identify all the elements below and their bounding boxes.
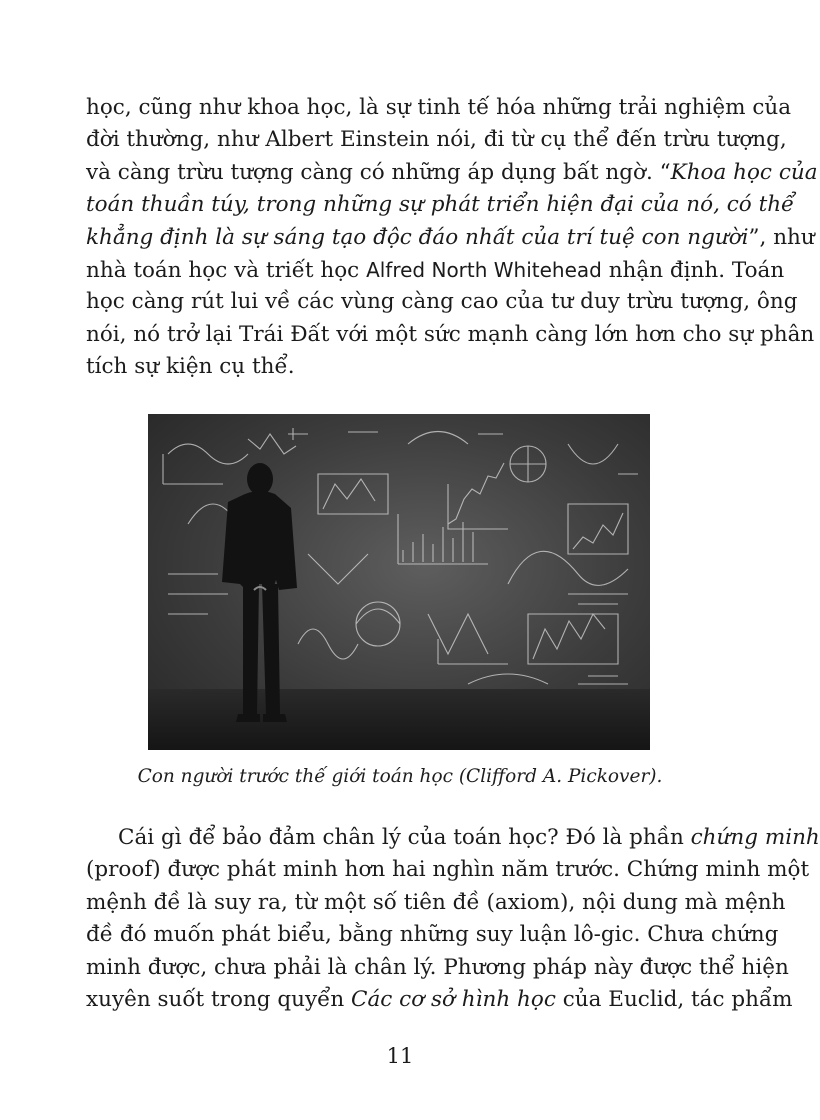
chalkboard-photo <box>148 414 650 750</box>
chalkboard-illustration <box>148 414 650 750</box>
text-line: nói, nó trở lại Trái Đất với một sức mạnh càng lớn hơn cho sự phân <box>86 321 815 347</box>
text-line: đề đó muốn phát biểu, bằng những suy luận lô-gic. Chưa chứng <box>86 922 779 948</box>
text-line: tích sự kiện cụ thể. <box>86 354 295 380</box>
page-number: 11 <box>386 1044 414 1068</box>
text-line: Cái gì để bảo đảm chân lý của toán học? Đó là phần chứng minh <box>118 825 820 850</box>
text-line: khẳng định là sự sáng tạo độc đáo nhất của trí tuệ con người”, như <box>86 224 815 250</box>
text-line: xuyên suốt trong quyển Các cơ sở hình học của Euclid, tác phẩm <box>86 986 793 1012</box>
text-line: toán thuần túy, trong những sự phát triển hiện đại của nó, có thể <box>86 192 795 218</box>
text-line: (proof) được phát minh hơn hai nghìn năm trước. Chứng minh một <box>86 857 810 883</box>
text-line: minh được, chưa phải là chân lý. Phương pháp này được thể hiện <box>86 954 789 980</box>
text-line: học, cũng như khoa học, là sự tinh tế hóa những trải nghiệm của <box>86 95 792 120</box>
figure-caption: Con người trước thế giới toán học (Clifford A. Pickover). <box>137 766 663 787</box>
text-line: đời thường, như Albert Einstein nói, đi từ cụ thể đến trừu tượng, <box>86 127 787 153</box>
text-line: nhà toán học và triết học Alfred North Whitehead nhận định. Toán <box>86 257 785 283</box>
text-line: học càng rút lui về các vùng càng cao của tư duy trừu tượng, ông <box>86 289 798 315</box>
text-line: và càng trừu tượng càng có những áp dụng bất ngờ. “Khoa học của <box>86 159 818 185</box>
paragraph-proof <box>86 822 820 1016</box>
text-line: mệnh đề là suy ra, từ một số tiên đề (axiom), nội dung mà mệnh <box>86 889 786 915</box>
paragraph-whitehead-quote <box>86 92 818 384</box>
